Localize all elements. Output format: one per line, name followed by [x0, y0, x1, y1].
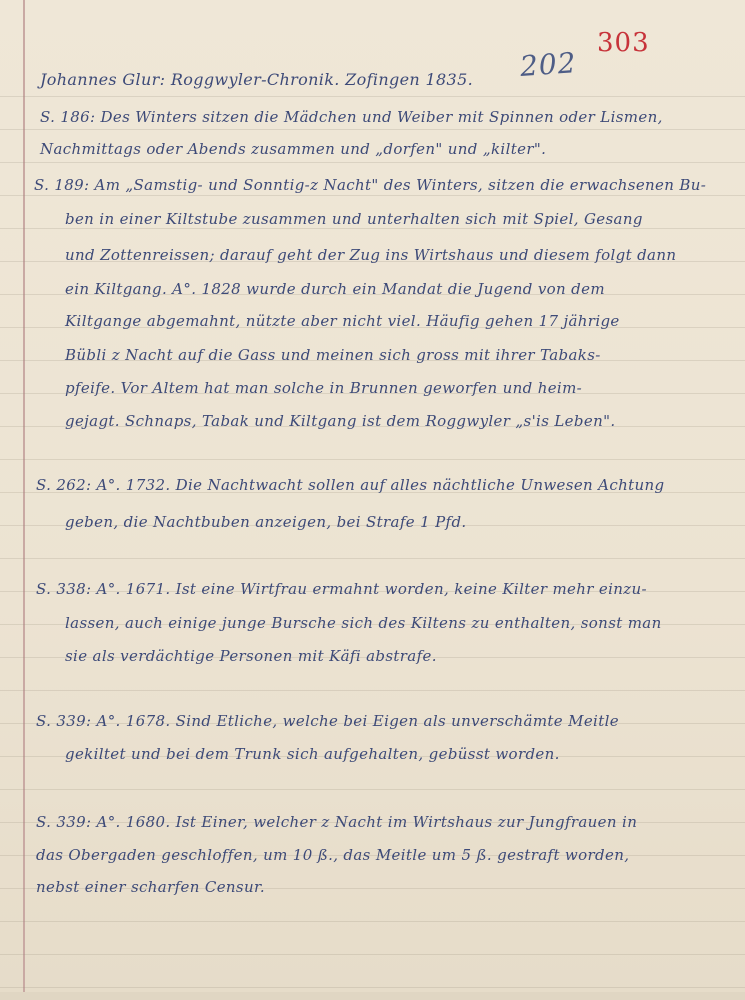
ruled-line: [0, 921, 745, 922]
ruled-line: [0, 96, 745, 97]
text-line: gejagt. Schnaps, Tabak und Kiltgang ist dem Roggwyler „s'is Leben".: [65, 412, 616, 430]
text-line: sie als verdächtige Personen mit Käfi abstrafe.: [65, 647, 437, 665]
text-line: geben, die Nachtbuben anzeigen, bei Strafe 1 Pfd.: [65, 513, 467, 531]
heading-line: Johannes Glur: Roggwyler-Chronik. Zofingen 1835.: [40, 70, 474, 89]
text-line: pfeife. Vor Altem hat man solche in Brunnen geworfen und heim-: [65, 379, 583, 397]
ruled-line: [0, 954, 745, 955]
text-line: S. 338: A°. 1671. Ist eine Wirtfrau ermahnt worden, keine Kilter mehr einzu-: [36, 580, 647, 598]
text-line: lassen, auch einige junge Bursche sich des Kiltens zu enthalten, sonst man: [65, 614, 662, 632]
text-line: S. 262: A°. 1732. Die Nachtwacht sollen auf alles nächtliche Unwesen Achtung: [36, 476, 665, 494]
ruled-line: [0, 129, 745, 130]
text-line: S. 189: Am „Samstig- und Sonntig-z Nacht" des Winters, sitzen die erwachsenen Bu-: [34, 176, 707, 194]
page-number-new: 303: [597, 28, 650, 58]
text-line: Bübli z Nacht auf die Gass und meinen sich gross mit ihrer Tabaks-: [65, 346, 601, 364]
text-line: Kiltgange abgemahnt, nützte aber nicht viel. Häufig gehen 17 jährige: [65, 312, 620, 330]
text-line: Nachmittags oder Abends zusammen und „dorfen" und „kilter".: [40, 140, 547, 158]
text-line: gekiltet und bei dem Trunk sich aufgehalten, gebüsst worden.: [65, 745, 560, 763]
text-line: nebst einer scharfen Censur.: [36, 878, 265, 896]
margin-line: [23, 0, 25, 1000]
ruled-line: [0, 558, 745, 559]
page-bottom-edge: [0, 992, 745, 1000]
text-line: S. 339: A°. 1680. Ist Einer, welcher z Nacht im Wirtshaus zur Jungfrauen in: [36, 813, 638, 831]
text-line: das Obergaden geschloffen, um 10 ß., das Meitle um 5 ß. gestraft worden,: [36, 846, 630, 864]
ruled-line: [0, 228, 745, 229]
ruled-line: [0, 987, 745, 988]
ruled-line: [0, 195, 745, 196]
text-line: und Zottenreissen; darauf geht der Zug ins Wirtshaus und diesem folgt dann: [65, 246, 677, 264]
ruled-line: [0, 162, 745, 163]
ruled-line: [0, 690, 745, 691]
text-line: ein Kiltgang. A°. 1828 wurde durch ein Mandat die Jugend von dem: [65, 280, 605, 298]
text-line: S. 339: A°. 1678. Sind Etliche, welche bei Eigen als unverschämte Meitle: [36, 712, 619, 730]
text-line: S. 186: Des Winters sitzen die Mädchen und Weiber mit Spinnen oder Lismen,: [40, 108, 663, 126]
page-number-old: 202: [518, 46, 578, 83]
ruled-line: [0, 789, 745, 790]
ruled-line: [0, 459, 745, 460]
text-line: ben in einer Kiltstube zusammen und unterhalten sich mit Spiel, Gesang: [65, 210, 643, 228]
